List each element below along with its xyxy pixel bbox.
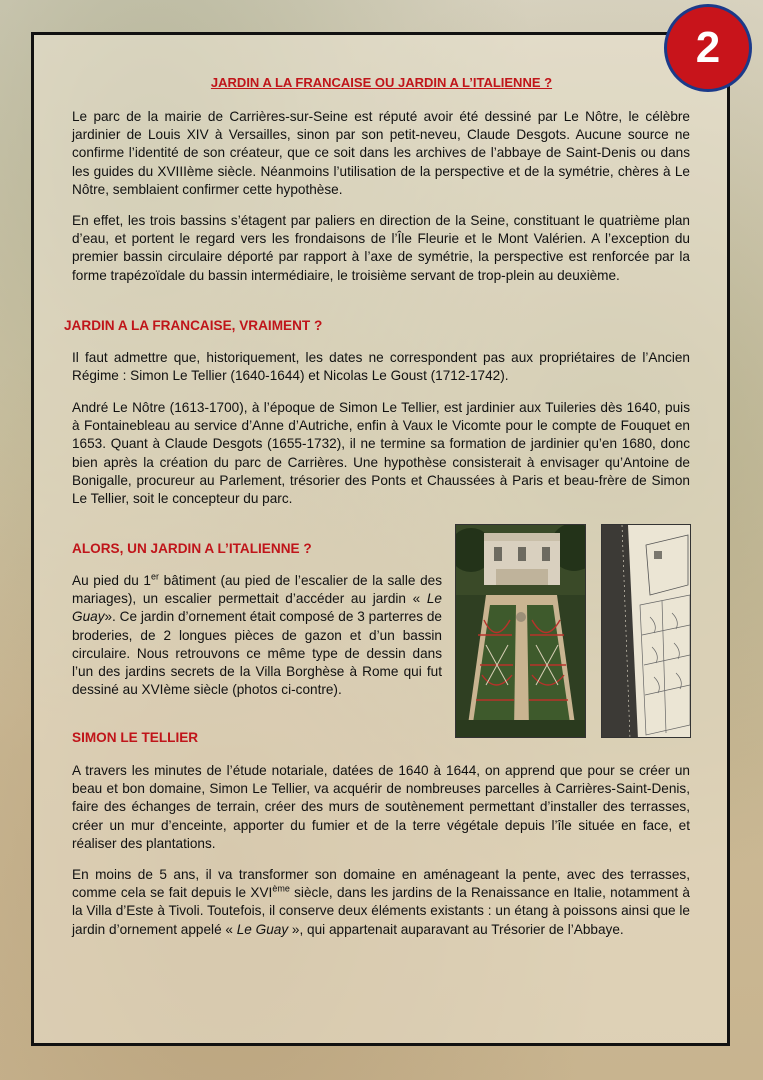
page-number-badge: 2: [664, 4, 752, 92]
paragraph-le-guay: Au pied du 1er bâtiment (au pied de l’escalier de la salle des mariages), un escalier permettait d’accéder au jardin « Le Guay». Ce jardin d’ornement était composé de 3 parterres de broderies, de 2 longues pièces de gazon et d’un bassin circulaire. Nous retrouvons ce même type de dessin dans l’un des jardins secrets de la Villa Borghèse à Rome qui fut dessiné au XVIème siècle (photos ci-contre).: [72, 571, 442, 698]
paragraph-notariale: A travers les minutes de l’étude notariale, datées de 1640 à 1644, on apprend que pour se créer un beau et bon domaine, Simon Le Tellier, va acquérir de nombreuses parcelles à Carrières-Saint-Denis, faire des échanges de terrain, créer des murs de soutènement permettant d’installer des terrasses, créer un mur d’enceinte, apporter du fumier et de la terre végétale depuis l’île située en face, et réaliser des plantations.: [72, 763, 690, 851]
garden-plan-drawing: [601, 524, 691, 738]
paragraph-transformation: En moins de 5 ans, il va transformer son domaine en aménageant la pente, avec des terrasses, comme cela se fait depuis le XVIème siècle, dans les jardins de la Renaissance en Italie, notamment à la Villa d’Este à Tivoli. Toutefois, il conserve deux éléments existants : un étang à poissons ainsi que le jardin d’ornement appelé « Le Guay », qui appartenait auparavant au Trésorier de l’Abbaye.: [72, 867, 690, 937]
heading-jardin-italienne: ALORS, UN JARDIN A L’ITALIENNE ?: [72, 541, 312, 556]
heading-simon-le-tellier: SIMON LE TELLIER: [72, 730, 199, 745]
heading-jardin-francaise: JARDIN A LA FRANCAISE, VRAIMENT ?: [64, 318, 323, 333]
paragraph-le-notre: André Le Nôtre (1613-1700), à l’époque de Simon Le Tellier, est jardinier aux Tuileries dès 1640, puis à Fontainebleau au service d’Anne d’Autriche, enfin à Vaux le Vicomte pour le compte de Fouquet en 1653. Quant à Claude Desgots (1655-1732), il ne termine sa formation de jardinier qu’en 1680, donc bien après la création du parc de Carrières. Une hypothèse consisterait à envisager qu’Antoine de Bonigalle, procureur au Parlement, trésorier des Ponts et Chaussées à Paris et beau-frère de Simon Le Tellier, soit le concepteur du parc.: [72, 400, 690, 507]
villa-borghese-garden-photo: [455, 524, 586, 738]
paragraph-bassins: En effet, les trois bassins s’étagent par paliers en direction de la Seine, constituant le quatrième plan d’eau, et portent le regard vers les frondaisons de l’Île Fleurie et le Mont Valérien. A l’exception du premier bassin circulaire déporté par rapport à l’axe de symétrie, la perspective est renforcée par la forme trapézoïdale du bassin intermédiaire, le troisième servant de trop-plein au deuxième.: [72, 213, 690, 283]
page-title: JARDIN A LA FRANCAISE OU JARDIN A L’ITALIENNE ?: [210, 75, 553, 90]
paragraph-dates: Il faut admettre que, historiquement, les dates ne correspondent pas aux propriétaires de l’Ancien Régime : Simon Le Tellier (1640-1644) et Nicolas Le Goust (1712-1742).: [72, 350, 690, 384]
paragraph-intro: Le parc de la mairie de Carrières-sur-Seine est réputé avoir été dessiné par Le Nôtre, le célèbre jardinier de Louis XIV à Versailles, sinon par son petit-neveu, Claude Desgots. Aucune source ne confirme l’identité de son créateur, que ce soit dans les archives de l’abbaye de Saint-Denis ou dans les guides du XVIIIème siècle. Néanmoins l’utilisation de la perspective et de la symétrie, chères à Le Nôtre, semblaient confirmer cette hypothèse.: [72, 109, 690, 197]
